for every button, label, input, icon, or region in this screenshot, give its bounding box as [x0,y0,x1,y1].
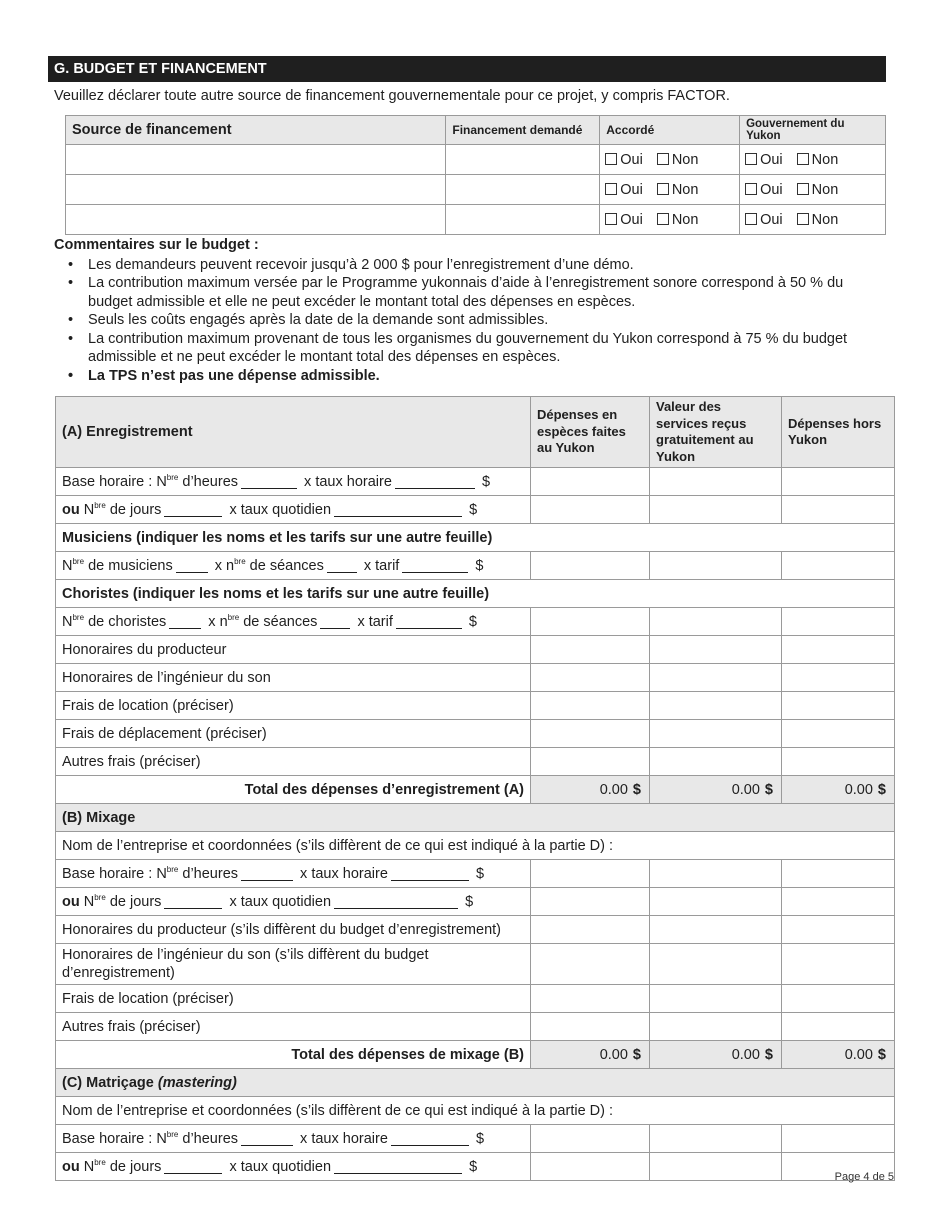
line-label: Frais de déplacement (préciser) [56,720,531,748]
line-label: Frais de location (préciser) [56,985,531,1013]
header-requested: Financement demandé [446,116,600,145]
budget-table [55,396,895,1181]
outside-cell[interactable] [782,720,895,748]
outside-cell[interactable] [782,916,895,944]
cash-cell[interactable] [531,888,650,916]
yukon-no-option[interactable] [797,152,839,168]
singers-row [56,608,895,636]
bre-sup: bre [94,1158,106,1167]
checkbox[interactable] [745,183,757,195]
inkind-cell[interactable] [650,496,782,524]
daily-rate-field[interactable] [334,503,462,517]
header-yukon: Gouvernement du Yukon [740,116,886,145]
bre-sup: bre [166,865,179,874]
singers-title-row [56,580,895,608]
dollar-label: $ [475,558,484,574]
dollar-label: $ [877,781,886,798]
singers-title: Choristes (indiquer les noms et les tarifs sur une autre feuille) [56,580,895,608]
outside-cell[interactable] [782,748,895,776]
or-label: ou [62,502,80,518]
funding-row [66,175,886,205]
dollar-label: $ [469,502,478,518]
hourly-rate-field[interactable] [395,475,475,489]
recording-title: (A) Enregistrement [56,397,531,468]
no-label: Non [811,211,839,228]
checkbox[interactable] [745,153,757,165]
musicians-label: de musiciens [88,558,173,574]
outside-cell[interactable] [782,692,895,720]
mastering-title-row [56,1069,895,1097]
bre-sup: bre [72,613,85,622]
recording-total-label: Total des dépenses d’enregistrement (A) [56,776,531,804]
outside-cell[interactable] [782,608,895,636]
n-label: N [83,502,95,518]
yukon-no-option[interactable] [797,212,839,228]
dollar-label: $ [632,781,641,798]
inkind-cell[interactable] [650,944,782,985]
budget-comments [54,236,874,385]
singers-label: de choristes [88,614,167,630]
dollar-label: $ [764,1046,773,1063]
checkbox[interactable] [657,183,669,195]
total-value: 0.00 [731,781,760,798]
cash-cell[interactable] [531,1125,650,1153]
cash-cell[interactable] [531,636,650,664]
inkind-cell[interactable] [650,636,782,664]
cash-cell[interactable] [531,720,650,748]
days-label: de jours [109,1159,162,1175]
outside-cell[interactable] [782,860,895,888]
daily-rate-row [56,1153,895,1181]
n-label: N [156,474,167,490]
cash-cell[interactable] [531,985,650,1013]
yes-label: Oui [760,181,783,198]
header-granted: Accordé [600,116,740,145]
source-input[interactable] [66,145,446,175]
days-field[interactable] [164,895,222,909]
singers-field[interactable] [169,615,201,629]
mastering-title-text: (C) Matriçage [62,1074,154,1091]
n-label: N [156,866,167,882]
bre-sup: bre [234,557,246,566]
cash-cell[interactable] [531,468,650,496]
section-title: G. BUDGET ET FINANCEMENT [48,56,886,82]
n-label: N [62,558,73,574]
budget-line-row [56,985,895,1013]
hours-base-label: Base horaire : [62,474,153,490]
daily-rate-row [56,888,895,916]
inkind-cell[interactable] [650,1153,782,1181]
sessions-field[interactable] [327,559,357,573]
budget-line-row [56,664,895,692]
source-input[interactable] [66,205,446,235]
cash-cell[interactable] [531,1153,650,1181]
comment-item: • La contribution maximum provenant de tous les organismes du gouvernement du Yukon correspond à 75 % du budget admissible et ne peut excéder le montant total des dépenses en espèces. [54,330,874,367]
daily-rate-label: x taux quotidien [229,1159,332,1175]
budget-line-row [56,636,895,664]
checkbox[interactable] [745,213,757,225]
hourly-rate-row [56,1125,895,1153]
mastering-title-italic: (mastering) [157,1074,237,1091]
outside-cell[interactable] [782,552,895,580]
checkbox[interactable] [605,153,617,165]
bre-sup: bre [94,893,106,902]
cash-cell[interactable] [531,748,650,776]
budget-line-row [56,944,895,985]
line-label: Autres frais (préciser) [56,748,531,776]
cash-cell[interactable] [531,944,650,985]
funding-header-row [66,116,886,145]
outside-cell[interactable] [782,1125,895,1153]
inkind-cell[interactable] [650,916,782,944]
company-info-label[interactable]: Nom de l’entreprise et coordonnées (s’ils diffèrent de ce qui est indiqué à la partie D) : [56,1097,895,1125]
outside-cell[interactable] [782,1013,895,1041]
budget-line-row [56,720,895,748]
hours-base-label: Base horaire : [62,866,153,882]
line-label: Honoraires de l’ingénieur du son (s’ils diffèrent du budget d’enregistrement) [56,944,531,985]
rate-field[interactable] [396,615,462,629]
budget-line-row [56,1013,895,1041]
total-value: 0.00 [844,1046,873,1063]
recording-total-row [56,776,895,804]
cash-cell[interactable] [531,608,650,636]
hours-label: d’heures [182,474,239,490]
musicians-title-row [56,524,895,552]
x-n-label: x n [214,558,235,574]
mixing-total-row [56,1041,895,1069]
outside-cell[interactable] [782,944,895,985]
checkbox[interactable] [605,183,617,195]
bre-sup: bre [166,473,179,482]
hours-field[interactable] [241,867,293,881]
cash-cell[interactable] [531,664,650,692]
bre-sup: bre [94,501,106,510]
hourly-rate-row [56,468,895,496]
outside-cell[interactable] [782,985,895,1013]
granted-no-option[interactable] [657,212,699,228]
hourly-rate-label: x taux horaire [300,1131,388,1147]
total-value: 0.00 [844,781,873,798]
rate-field[interactable] [402,559,468,573]
mixing-total-label: Total des dépenses de mixage (B) [56,1041,531,1069]
yes-label: Oui [760,211,783,228]
sessions-label: de séances [243,614,318,630]
comment-item: • Les demandeurs peuvent recevoir jusqu’à 2 000 $ pour l’enregistrement d’une démo. [54,256,874,275]
hourly-rate-row [56,860,895,888]
checkbox[interactable] [797,153,809,165]
no-label: Non [671,181,699,198]
rate-label: x tarif [363,558,400,574]
funding-table [65,115,886,235]
inkind-cell[interactable] [650,860,782,888]
yukon-yes-option[interactable] [745,212,783,228]
cash-cell[interactable] [531,916,650,944]
days-label: de jours [109,502,162,518]
musicians-title: Musiciens (indiquer les noms et les tarifs sur une autre feuille) [56,524,895,552]
hourly-rate-label: x taux horaire [300,866,388,882]
granted-yes-option[interactable] [605,212,643,228]
or-label: ou [62,894,80,910]
mixing-title: (B) Mixage [56,804,895,832]
page-number: Page 4 de 5 [834,1171,894,1183]
company-info-row [56,832,895,860]
inkind-cell[interactable] [650,468,782,496]
granted-no-option[interactable] [657,152,699,168]
n-label: N [62,614,73,630]
n-label: N [156,1131,167,1147]
checkbox[interactable] [797,183,809,195]
bre-sup: bre [166,1130,179,1139]
hours-base-label: Base horaire : [62,1131,153,1147]
col-outside: Dépenses hors Yukon [782,397,895,468]
daily-rate-label: x taux quotidien [229,894,332,910]
company-info-label[interactable]: Nom de l’entreprise et coordonnées (s’ils diffèrent de ce qui est indiqué à la partie D) : [56,832,895,860]
rate-label: x tarif [357,614,393,630]
no-label: Non [671,211,699,228]
inkind-cell[interactable] [650,888,782,916]
dollar-label: $ [469,1159,478,1175]
yes-label: Oui [620,181,643,198]
requested-input[interactable] [446,205,600,235]
mixing-title-row [56,804,895,832]
comments-list [54,256,874,386]
dollar-label: $ [764,781,773,798]
requested-input[interactable] [446,175,600,205]
mastering-title [56,1069,895,1097]
granted-yes-option[interactable] [605,182,643,198]
outside-cell[interactable] [782,636,895,664]
no-label: Non [811,181,839,198]
hours-field[interactable] [241,475,297,489]
budget-line-row [56,692,895,720]
cash-cell[interactable] [531,692,650,720]
inkind-cell[interactable] [650,720,782,748]
days-label: de jours [109,894,162,910]
total-value: 0.00 [599,781,628,798]
daily-rate-row [56,496,895,524]
n-label: N [83,1159,95,1175]
inkind-cell[interactable] [650,1125,782,1153]
checkbox[interactable] [657,213,669,225]
funding-row [66,205,886,235]
col-cash: Dépenses en espèces faites au Yukon [531,397,650,468]
comment-item: • La TPS n’est pas une dépense admissible. [54,367,874,386]
col-inkind: Valeur des services reçus gratuitement au Yukon [650,397,782,468]
hours-label: d’heures [182,866,239,882]
source-input[interactable] [66,175,446,205]
dollar-label: $ [468,614,477,630]
yukon-no-option[interactable] [797,182,839,198]
line-label: Honoraires de l’ingénieur du son [56,664,531,692]
funding-row [66,145,886,175]
hours-field[interactable] [241,1132,293,1146]
outside-cell[interactable] [782,468,895,496]
sessions-field[interactable] [320,615,350,629]
bre-sup: bre [227,613,240,622]
line-label: Frais de location (préciser) [56,692,531,720]
granted-yes-option[interactable] [605,152,643,168]
inkind-cell[interactable] [650,748,782,776]
bre-sup: bre [72,557,85,566]
no-label: Non [671,151,699,168]
musicians-row [56,552,895,580]
outside-cell[interactable] [782,664,895,692]
recording-header-row [56,397,895,468]
section-intro: Veuillez déclarer toute autre source de financement gouvernementale pour ce projet, y compris FACTOR. [54,88,730,104]
total-value: 0.00 [731,1046,760,1063]
line-label: Autres frais (préciser) [56,1013,531,1041]
days-field[interactable] [164,1160,222,1174]
daily-rate-field[interactable] [334,895,458,909]
days-field[interactable] [164,503,222,517]
comment-item: • Seuls les coûts engagés après la date de la demande sont admissibles. [54,311,874,330]
company-info-row [56,1097,895,1125]
yes-label: Oui [620,211,643,228]
cash-cell[interactable] [531,860,650,888]
requested-input[interactable] [446,145,600,175]
hourly-rate-field[interactable] [391,867,469,881]
checkbox[interactable] [657,153,669,165]
no-label: Non [811,151,839,168]
dollar-label: $ [481,474,491,490]
checkbox[interactable] [797,213,809,225]
dollar-label: $ [475,866,485,882]
yukon-yes-option[interactable] [745,182,783,198]
inkind-cell[interactable] [650,664,782,692]
inkind-cell[interactable] [650,985,782,1013]
hours-label: d’heures [182,1131,239,1147]
sessions-label: de séances [249,558,324,574]
checkbox[interactable] [605,213,617,225]
inkind-cell[interactable] [650,608,782,636]
dollar-label: $ [465,894,474,910]
budget-line-row [56,916,895,944]
yes-label: Oui [620,151,643,168]
dollar-label: $ [877,1046,886,1063]
musicians-field[interactable] [176,559,208,573]
granted-no-option[interactable] [657,182,699,198]
hourly-rate-field[interactable] [391,1132,469,1146]
inkind-cell[interactable] [650,552,782,580]
cash-cell[interactable] [531,552,650,580]
outside-cell[interactable] [782,888,895,916]
hourly-rate-label: x taux horaire [304,474,392,490]
daily-rate-label: x taux quotidien [229,502,332,518]
header-source: Source de financement [66,116,446,145]
dollar-label: $ [475,1131,485,1147]
x-n-label: x n [208,614,228,630]
n-label: N [83,894,95,910]
line-label: Honoraires du producteur [56,636,531,664]
inkind-cell[interactable] [650,692,782,720]
outside-cell[interactable] [782,496,895,524]
or-label: ou [62,1159,80,1175]
cash-cell[interactable] [531,496,650,524]
yukon-yes-option[interactable] [745,152,783,168]
yes-label: Oui [760,151,783,168]
comment-item: • La contribution maximum versée par le Programme yukonnais d’aide à l’enregistrement sonore correspond à 50 % du budget admissible et elle ne peut excéder le montant total des dépenses en espèces. [54,274,874,311]
daily-rate-field[interactable] [334,1160,462,1174]
total-value: 0.00 [599,1046,628,1063]
cash-cell[interactable] [531,1013,650,1041]
line-label: Honoraires du producteur (s’ils diffèrent du budget d’enregistrement) [56,916,531,944]
dollar-label: $ [632,1046,641,1063]
budget-line-row [56,748,895,776]
inkind-cell[interactable] [650,1013,782,1041]
comments-title: Commentaires sur le budget : [54,237,259,253]
